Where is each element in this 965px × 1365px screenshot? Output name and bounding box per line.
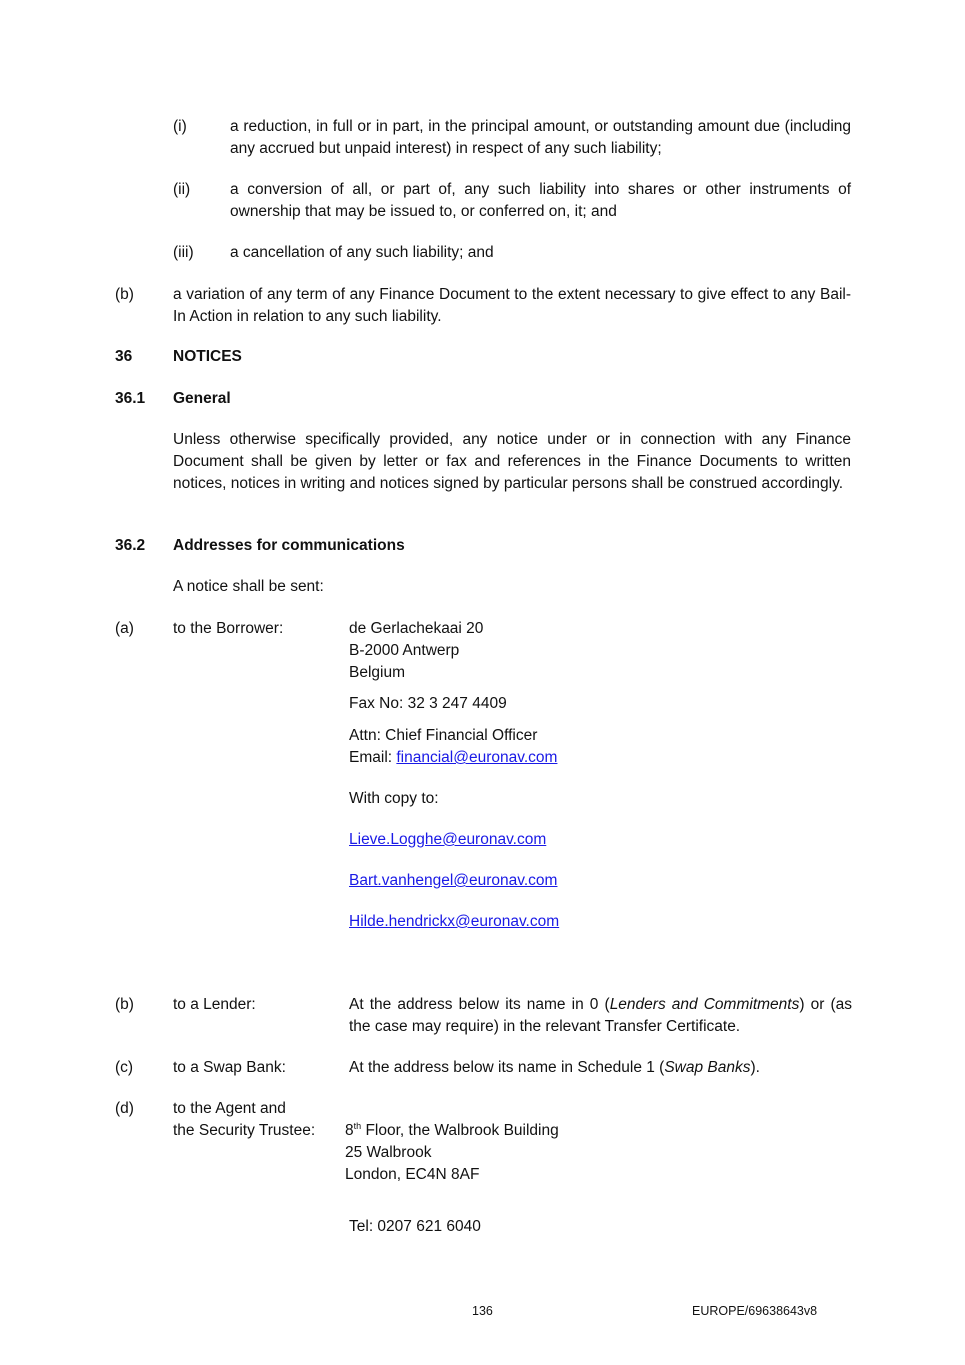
agent-address-line1	[345, 1120, 559, 1142]
copy-email-link-hendrickx[interactable]: Hilde.hendrickx@euronav.com	[349, 913, 560, 930]
list-num-iii: (iii)	[173, 244, 194, 261]
lender-address-text	[349, 994, 852, 1038]
recipient-label-lender: to a Lender:	[173, 996, 256, 1013]
borrower-address-line1: de Gerlachekaai 20	[349, 620, 484, 637]
paragraph-general: Unless otherwise specifically provided, any notice under or in connection with any Finance Document shall be given by letter or fax and references in the Finance Documents to written notices, notices in writing and notices signed by particular persons shall be construed accordingly.	[173, 431, 851, 492]
agent-address-line3: London, EC4N 8AF	[345, 1166, 480, 1183]
agent-floor-rest: Floor, the Walbrook Building	[361, 1122, 559, 1139]
swap-address-text	[349, 1057, 760, 1079]
copy-email-row	[349, 911, 559, 933]
paragraph-conversion: a conversion of all, or part of, any such liability into shares or other instruments of ownership that may be issued to, or conferred on, it; and	[230, 181, 851, 220]
recipient-label-borrower: to the Borrower:	[173, 620, 284, 637]
copy-email-link-vanhengel[interactable]: Bart.vanhengel@euronav.com	[349, 872, 558, 889]
clause-number-general: 36.1	[115, 390, 146, 407]
clause-title-addresses: Addresses for communications	[173, 537, 405, 554]
paragraph-notice-intro: A notice shall be sent:	[173, 578, 324, 595]
recipient-label-agent: to the Agent and	[173, 1100, 286, 1117]
list-num-lender: (b)	[115, 996, 134, 1013]
borrower-address-line2: B-2000 Antwerp	[349, 642, 460, 659]
lender-text-post: ) or (as the case may require) in the relevant Transfer Certificate.	[349, 996, 852, 1035]
borrower-email-line	[349, 747, 557, 769]
list-num-a: (a)	[115, 620, 134, 637]
swap-text-pre: At the address below its name in Schedule 1 (	[349, 1059, 665, 1076]
paragraph-variation: a variation of any term of any Finance Document to the extent necessary to give effect to any Bail-In Action in relation to any such liability.	[173, 286, 851, 325]
section-title: NOTICES	[173, 348, 242, 365]
recipient-label-trustee: the Security Trustee:	[173, 1122, 316, 1139]
agent-address-line2: 25 Walbrook	[345, 1144, 432, 1161]
recipient-label-swap: to a Swap Bank:	[173, 1059, 286, 1076]
borrower-fax: Fax No: 32 3 247 4409	[349, 695, 507, 712]
section-number: 36	[115, 348, 133, 365]
copy-email-row	[349, 870, 557, 892]
paragraph-reduction: a reduction, in full or in part, in the principal amount, or outstanding amount due (including any accrued but unpaid interest) in respect of any such liability;	[230, 118, 851, 157]
lender-text-pre: At the address below its name in 0 (	[349, 996, 610, 1013]
list-num-ii: (ii)	[173, 181, 191, 198]
document-reference: EUROPE/69638643v8	[692, 1304, 818, 1318]
list-num-b: (b)	[115, 286, 134, 303]
list-num-agent: (d)	[115, 1100, 134, 1117]
lender-text-italic: Lenders and Commitments	[609, 996, 800, 1013]
agent-telephone: Tel: 0207 621 6040	[349, 1218, 481, 1235]
page-number: 136	[472, 1304, 493, 1318]
copy-email-row	[349, 829, 546, 851]
copy-to-label: With copy to:	[349, 790, 439, 807]
clause-number-addresses: 36.2	[115, 537, 146, 554]
list-num-swap: (c)	[115, 1059, 134, 1076]
borrower-address-line3: Belgium	[349, 664, 405, 681]
swap-text-post: ).	[750, 1059, 760, 1076]
copy-email-link-logghe[interactable]: Lieve.Logghe@euronav.com	[349, 831, 547, 848]
swap-text-italic: Swap Banks	[664, 1059, 751, 1076]
borrower-email-label: Email:	[349, 749, 397, 766]
agent-floor-suffix: th	[353, 1120, 362, 1131]
borrower-email-link[interactable]: financial@euronav.com	[396, 749, 558, 766]
agent-floor-number: 8	[345, 1122, 354, 1139]
clause-title-general: General	[173, 390, 231, 407]
paragraph-cancellation: a cancellation of any such liability; and	[230, 244, 494, 261]
list-num-i: (i)	[173, 118, 187, 135]
borrower-attn: Attn: Chief Financial Officer	[349, 727, 538, 744]
